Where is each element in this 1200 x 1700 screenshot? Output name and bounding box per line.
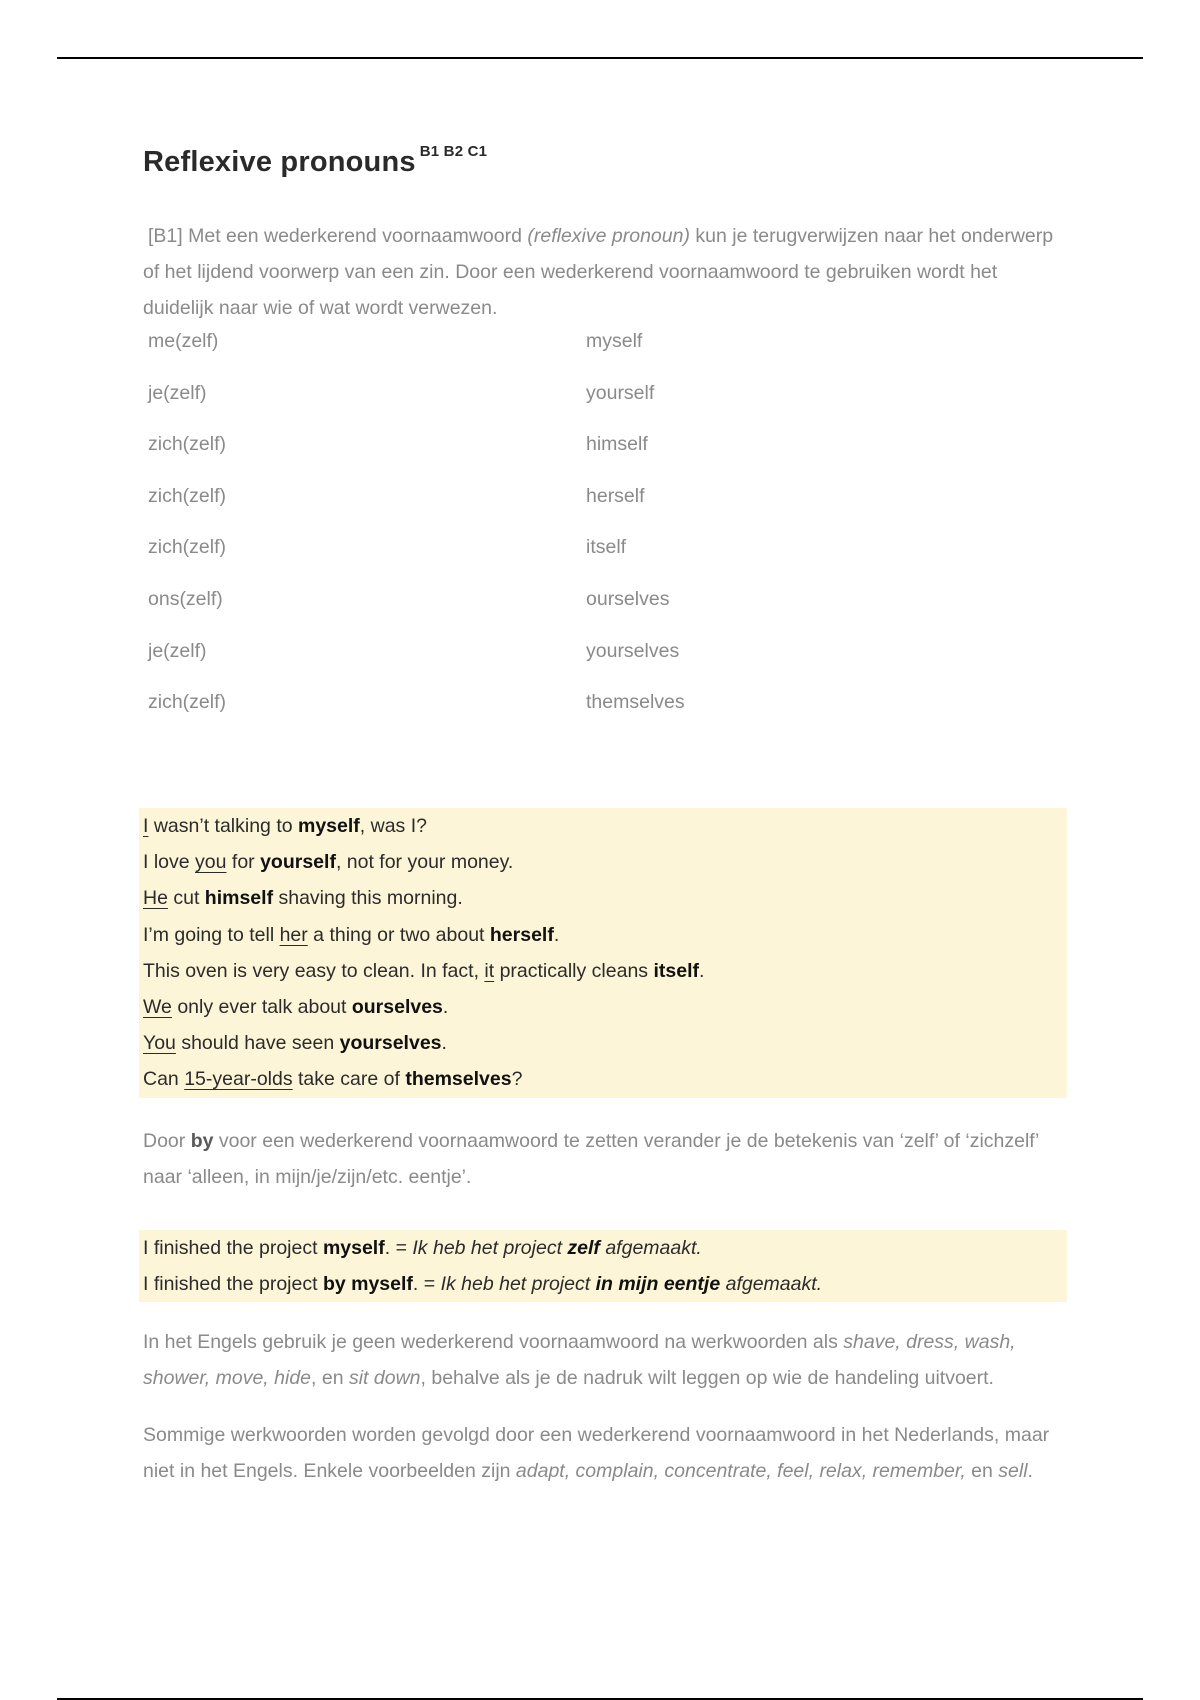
sentence-text: I’m going to tell — [143, 923, 280, 946]
sentence-text: should have seen — [175, 1032, 340, 1055]
by-example-sentence — [143, 1230, 1063, 1266]
reflexive-pronoun: herself — [489, 923, 554, 946]
sentence-text: practically cleans — [494, 959, 654, 982]
dutch-pronoun: zich(zelf) — [148, 484, 227, 507]
antecedent: We — [143, 996, 172, 1019]
sentence-text: . — [553, 923, 560, 946]
reflexive-pronoun: itself — [653, 959, 699, 982]
sentence-text: . — [441, 1032, 447, 1055]
example-sentence — [143, 953, 1063, 989]
antecedent: it — [484, 959, 495, 982]
by-note-paragraph: Door by voor een wederkerend voornaamwoord te zetten verander je de betekenis van ‘zelf’ of ‘zichzelf’ naar ‘alleen, in mijn/je/zijn/etc. eentje’. — [143, 1130, 1039, 1188]
reflexive-pronoun: ourselves — [351, 996, 443, 1019]
antecedent: He — [143, 887, 168, 910]
example-sentence — [143, 844, 1063, 880]
sentence-text: only ever talk about — [171, 996, 352, 1019]
no-reflexive-paragraph: In het Engels gebruik je geen wederkerend voornaamwoord na werkwoorden als shave, dress, wash, shower, move, hide, en sit down, behalve als je de nadruk wilt leggen op wie de handeling uitvoert. — [143, 1331, 1016, 1389]
level-badges: B1 B2 C1 — [419, 143, 488, 161]
sentence-text: ? — [511, 1068, 523, 1091]
dutch-translation — [412, 1237, 701, 1259]
reflexive-pronoun: yourselves — [339, 1032, 442, 1055]
example-sentence — [143, 808, 1063, 844]
dutch-pronoun: je(zelf) — [148, 381, 207, 404]
sentence-text: This oven is very easy to clean. In fact, — [143, 959, 485, 982]
antecedent: you — [195, 851, 227, 874]
pronoun-row — [148, 640, 848, 692]
pronoun-row — [148, 536, 848, 588]
sentence-text: , was I? — [359, 815, 427, 837]
antecedent: her — [279, 923, 308, 946]
dutch-pronoun: zich(zelf) — [148, 433, 227, 456]
example-sentence — [143, 880, 1063, 916]
sentence-text: a thing or two about — [307, 923, 490, 946]
reflexive-pronoun: myself — [322, 1237, 385, 1259]
translation-text: Ik heb het project — [412, 1237, 568, 1259]
sentence-text: take care of — [292, 1068, 406, 1091]
sentence-text: . = — [412, 1273, 441, 1296]
sentence-text: cut — [167, 887, 205, 910]
english-pronoun: yourselves — [586, 639, 680, 662]
english-pronoun: itself — [586, 536, 627, 559]
dutch-translation — [441, 1273, 823, 1295]
english-pronoun: ourselves — [586, 587, 670, 610]
sentence-text: I love — [143, 851, 196, 874]
sentence-text: , not for your money. — [335, 851, 514, 874]
antecedent: You — [143, 1032, 176, 1055]
reflexive-pronoun: himself — [204, 887, 274, 910]
antecedent: I — [143, 815, 149, 837]
english-pronoun: himself — [586, 433, 648, 456]
translation-emphasis: zelf — [567, 1237, 600, 1259]
reflexive-pronoun: by myself — [322, 1273, 413, 1296]
pronoun-table — [148, 330, 848, 743]
dutch-pronoun: zich(zelf) — [148, 691, 227, 714]
dutch-pronoun: zich(zelf) — [148, 536, 227, 559]
dutch-pronoun: je(zelf) — [148, 639, 207, 662]
top-rule — [57, 57, 1143, 59]
pronoun-row — [148, 330, 848, 382]
antecedent: 15-year-olds — [184, 1068, 293, 1091]
sentence-text: wasn’t talking to — [148, 815, 298, 837]
english-pronoun: themselves — [586, 691, 685, 714]
english-pronoun: herself — [586, 484, 645, 507]
intro-paragraph: [B1] Met een wederkerend voornaamwoord (reflexive pronoun) kun je terugverwijzen naar het onderwerp of het lijdend voorwerp van een zin. Door een wederkerend voornaamwoord te gebruiken wordt het duidelijk naar wie of wat wordt verwezen. — [143, 225, 1054, 319]
translation-text: Ik heb het project — [440, 1273, 596, 1296]
example-sentence — [143, 917, 1063, 953]
reflexive-pronoun: themselves — [405, 1068, 512, 1091]
sentence-text: I finished the project — [143, 1237, 323, 1259]
reflexive-pronoun: myself — [298, 815, 360, 837]
pronoun-row — [148, 485, 848, 537]
by-example-sentence — [143, 1266, 1063, 1302]
pronoun-row — [148, 382, 848, 434]
pronoun-row — [148, 691, 848, 743]
english-pronoun: yourself — [586, 381, 655, 404]
sentence-text: I finished the project — [143, 1273, 323, 1296]
english-pronoun: myself — [586, 330, 643, 352]
dutch-only-paragraph: Sommige werkwoorden worden gevolgd door een wederkerend voornaamwoord in het Nederlands, maar niet in het Engels. Enkele voorbeelden zijn adapt, complain, concentrate, feel, relax, remember, en sell. — [143, 1424, 1050, 1482]
example-sentence — [143, 1061, 1063, 1097]
example-sentence — [143, 989, 1063, 1025]
sentence-text: . = — [384, 1237, 413, 1259]
translation-emphasis: in mijn eentje — [595, 1273, 721, 1296]
pronoun-row — [148, 588, 848, 640]
dutch-pronoun: me(zelf) — [148, 330, 219, 352]
sentence-text: shaving this morning. — [273, 887, 463, 910]
sentence-text: for — [226, 851, 261, 874]
sentence-text: . — [699, 959, 705, 982]
sentence-text: Can — [143, 1068, 185, 1091]
sentence-text: . — [442, 996, 449, 1019]
translation-text: afgemaakt. — [720, 1273, 823, 1296]
reflexive-examples — [139, 808, 1067, 1098]
by-examples — [139, 1230, 1067, 1302]
dutch-pronoun: ons(zelf) — [148, 587, 223, 610]
example-sentence — [143, 1025, 1063, 1061]
page-title: Reflexive pronouns $^{B1 B2 C1}$ — [143, 143, 488, 178]
pronoun-row — [148, 433, 848, 485]
reflexive-pronoun: yourself — [260, 851, 336, 874]
translation-text: afgemaakt. — [599, 1237, 702, 1259]
